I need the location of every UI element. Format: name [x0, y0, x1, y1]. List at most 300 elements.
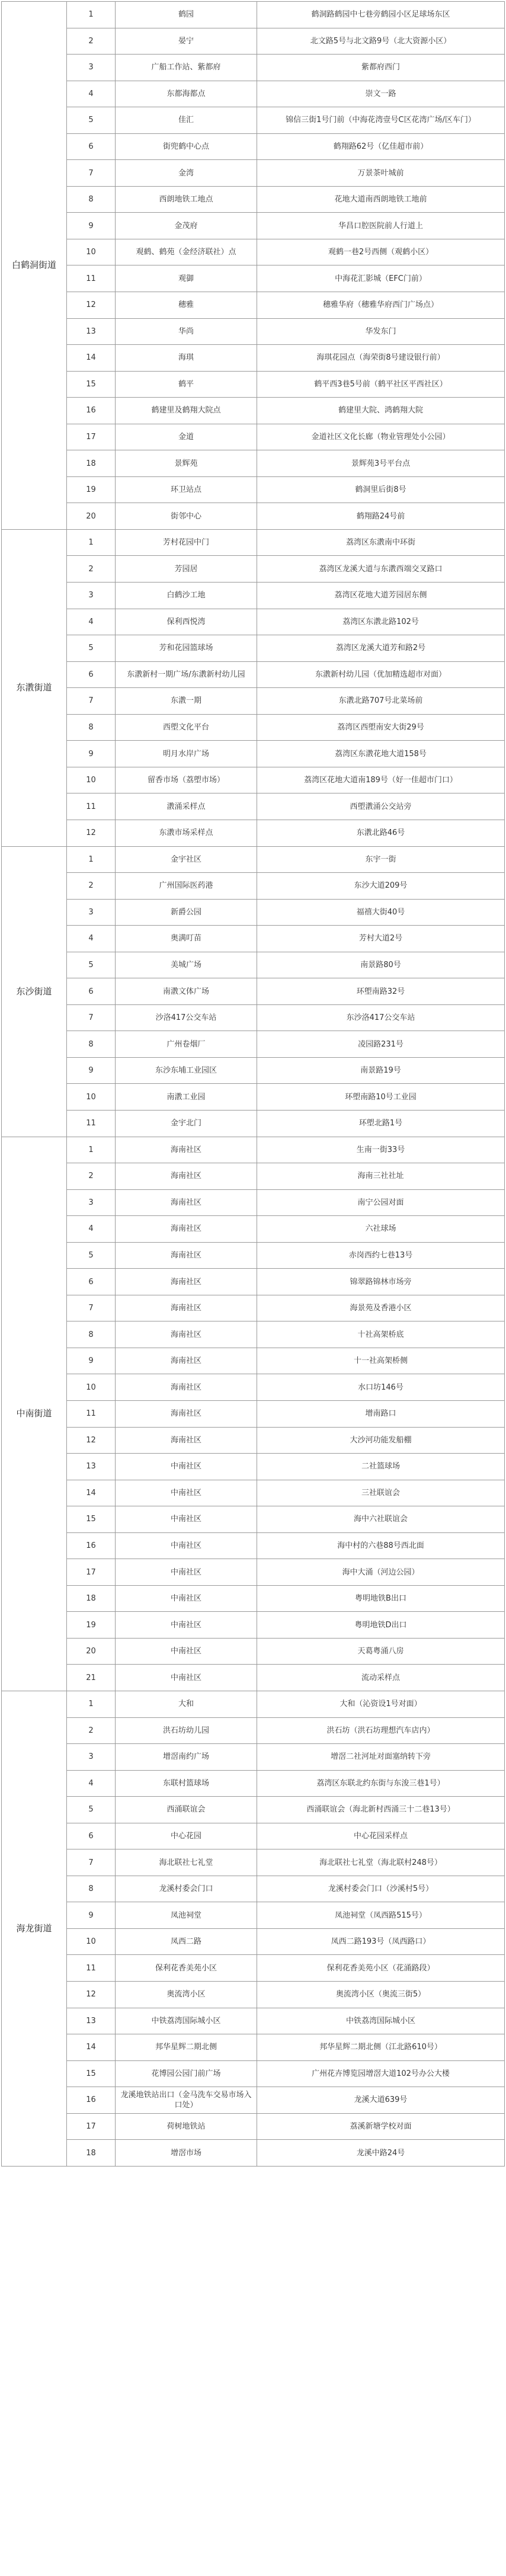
row-number-cell: 9	[67, 1902, 116, 1929]
table-row	[2, 2087, 505, 2114]
site-address-cell: 鹤洞里后街8号	[257, 476, 505, 503]
site-address-cell: 南景路19号	[257, 1057, 505, 1084]
table-row	[2, 688, 505, 715]
row-number-cell: 8	[67, 714, 116, 741]
site-address-cell: 海中大涌（河边公园）	[257, 1559, 505, 1586]
table-row	[2, 1454, 505, 1480]
street-name-cell: 海龙街道	[2, 1691, 67, 2167]
site-name-cell: 邦华星辉二期北侧	[116, 2034, 257, 2061]
row-number-cell: 18	[67, 2140, 116, 2167]
row-number-cell: 10	[67, 1084, 116, 1111]
row-number-cell: 14	[67, 345, 116, 372]
site-name-cell: 景辉苑	[116, 450, 257, 477]
table-row	[2, 2008, 505, 2034]
site-address-cell: 东漖新村幼儿园（优加精选超市对面）	[257, 661, 505, 688]
site-address-cell: 凌园路231号	[257, 1031, 505, 1058]
table-row	[2, 1717, 505, 1744]
site-name-cell: 海南社区	[116, 1163, 257, 1190]
site-address-cell: 二社篮球场	[257, 1454, 505, 1480]
site-name-cell: 金宇北门	[116, 1110, 257, 1137]
table-row	[2, 1559, 505, 1586]
site-address-cell: 荔湾区花地大道芳园居东侧	[257, 583, 505, 609]
row-number-cell: 1	[67, 846, 116, 873]
sampling-sites-table	[1, 1, 505, 2167]
table-row	[2, 1797, 505, 1823]
site-address-cell: 邦华星辉二期北侧（江北路610号）	[257, 2034, 505, 2061]
site-address-cell: 海北联社七礼堂（海北联村248号）	[257, 1849, 505, 1876]
site-name-cell: 晏宁	[116, 28, 257, 55]
table-row	[2, 1031, 505, 1058]
site-address-cell: 景辉苑3号平台点	[257, 450, 505, 477]
table-row	[2, 1163, 505, 1190]
row-number-cell: 13	[67, 2008, 116, 2034]
row-number-cell: 15	[67, 371, 116, 398]
table-row	[2, 1189, 505, 1216]
table-body	[2, 2, 505, 2167]
site-address-cell: 海琪花园点（海荣街8号建设银行前）	[257, 345, 505, 372]
row-number-cell: 16	[67, 1532, 116, 1559]
site-name-cell: 洪石坊幼儿园	[116, 1717, 257, 1744]
site-name-cell: 东联村篮球场	[116, 1770, 257, 1797]
table-row	[2, 556, 505, 583]
row-number-cell: 5	[67, 1797, 116, 1823]
row-number-cell: 5	[67, 107, 116, 134]
site-address-cell: 凤西二路193号（凤西路口）	[257, 1928, 505, 1955]
site-name-cell: 大和	[116, 1691, 257, 1718]
site-name-cell: 明月水岸广场	[116, 741, 257, 767]
site-name-cell: 海南社区	[116, 1137, 257, 1163]
site-name-cell: 华尚	[116, 318, 257, 345]
site-name-cell: 中心花园	[116, 1823, 257, 1849]
site-name-cell: 中铁荔湾国际城小区	[116, 2008, 257, 2034]
site-name-cell: 凤西二路	[116, 1928, 257, 1955]
site-name-cell: 广州卷烟厂	[116, 1031, 257, 1058]
site-address-cell: 万景茶叶城前	[257, 160, 505, 187]
site-name-cell: 广船工作站、紫都府	[116, 55, 257, 81]
site-name-cell: 西塱文化平台	[116, 714, 257, 741]
row-number-cell: 2	[67, 1717, 116, 1744]
row-number-cell: 19	[67, 1612, 116, 1639]
site-address-cell: 流动采样点	[257, 1665, 505, 1691]
row-number-cell: 14	[67, 2034, 116, 2061]
row-number-cell: 4	[67, 1770, 116, 1797]
table-row	[2, 793, 505, 820]
table-row	[2, 186, 505, 213]
site-name-cell: 鹤建里及鹤翔大院点	[116, 398, 257, 424]
table-row	[2, 2, 505, 28]
site-name-cell: 金道	[116, 424, 257, 450]
row-number-cell: 9	[67, 213, 116, 239]
table-row	[2, 292, 505, 319]
site-name-cell: 芳村花园中门	[116, 529, 257, 556]
site-address-cell: 鹤平西3巷5号前（鹤平社区平西社区）	[257, 371, 505, 398]
row-number-cell: 7	[67, 1295, 116, 1321]
row-number-cell: 5	[67, 635, 116, 662]
site-name-cell: 海琪	[116, 345, 257, 372]
row-number-cell: 12	[67, 820, 116, 846]
site-name-cell: 中南社区	[116, 1559, 257, 1586]
site-address-cell: 北文路5号与北文路9号（北大资源小区）	[257, 28, 505, 55]
table-row	[2, 609, 505, 635]
site-name-cell: 东漖新村一期广场/东漖新村幼儿园	[116, 661, 257, 688]
site-address-cell: 花地大道南西朗地铁工地前	[257, 186, 505, 213]
table-row	[2, 1480, 505, 1506]
row-number-cell: 5	[67, 1242, 116, 1269]
row-number-cell: 20	[67, 1638, 116, 1665]
site-name-cell: 东都海都点	[116, 81, 257, 107]
row-number-cell: 6	[67, 1269, 116, 1295]
table-row	[2, 1269, 505, 1295]
site-name-cell: 南漖工业园	[116, 1084, 257, 1111]
table-row	[2, 1348, 505, 1374]
row-number-cell: 3	[67, 899, 116, 926]
site-name-cell: 环卫站点	[116, 476, 257, 503]
site-name-cell: 凤池祠堂	[116, 1902, 257, 1929]
site-name-cell: 保利花香美苑小区	[116, 1955, 257, 1982]
site-address-cell: 东漖北路46号	[257, 820, 505, 846]
table-row	[2, 107, 505, 134]
row-number-cell: 11	[67, 1400, 116, 1427]
site-address-cell: 中海花汇影城（EFC门前）	[257, 265, 505, 292]
row-number-cell: 6	[67, 661, 116, 688]
row-number-cell: 11	[67, 1110, 116, 1137]
table-row	[2, 1004, 505, 1031]
street-name-cell: 东沙街道	[2, 846, 67, 1137]
row-number-cell: 6	[67, 133, 116, 160]
row-number-cell: 18	[67, 450, 116, 477]
site-name-cell: 东漖市场采样点	[116, 820, 257, 846]
row-number-cell: 17	[67, 2113, 116, 2140]
row-number-cell: 15	[67, 2060, 116, 2087]
row-number-cell: 7	[67, 1849, 116, 1876]
site-name-cell: 保利西悦湾	[116, 609, 257, 635]
table-row	[2, 1665, 505, 1691]
table-row	[2, 1374, 505, 1401]
row-number-cell: 8	[67, 1321, 116, 1348]
site-name-cell: 金湾	[116, 160, 257, 187]
row-number-cell: 15	[67, 1506, 116, 1533]
site-name-cell: 街邻中心	[116, 503, 257, 530]
table-row	[2, 767, 505, 793]
site-address-cell: 中铁荔湾国际城小区	[257, 2008, 505, 2034]
site-address-cell: 荔湾区东漖北路102号	[257, 609, 505, 635]
site-name-cell: 龙溪地铁站出口（金马洗车交易市场入口处）	[116, 2087, 257, 2114]
site-name-cell: 观鹤、鹤苑（金经济联社）点	[116, 239, 257, 265]
row-number-cell: 21	[67, 1665, 116, 1691]
table-row	[2, 1427, 505, 1454]
site-address-cell: 西塱漖涌公交站旁	[257, 793, 505, 820]
site-address-cell: 华昌口腔医院前人行道上	[257, 213, 505, 239]
site-address-cell: 天葛粤涌八房	[257, 1638, 505, 1665]
row-number-cell: 2	[67, 28, 116, 55]
row-number-cell: 3	[67, 1744, 116, 1771]
site-address-cell: 荔湾区东漖南中环街	[257, 529, 505, 556]
site-address-cell: 广州花卉博览园增滘大道102号办公大楼	[257, 2060, 505, 2087]
site-name-cell: 街兜鹤中心点	[116, 133, 257, 160]
table-row	[2, 1400, 505, 1427]
site-address-cell: 保利花香美苑小区（花涌路段）	[257, 1955, 505, 1982]
row-number-cell: 3	[67, 55, 116, 81]
site-name-cell: 奥满叮苗	[116, 926, 257, 952]
site-address-cell: 鹤翔路62号（亿佳超市前）	[257, 133, 505, 160]
row-number-cell: 7	[67, 688, 116, 715]
site-name-cell: 西涌联谊会	[116, 1797, 257, 1823]
table-row	[2, 952, 505, 978]
table-row	[2, 1823, 505, 1849]
row-number-cell: 10	[67, 1374, 116, 1401]
table-row	[2, 1321, 505, 1348]
row-number-cell: 19	[67, 476, 116, 503]
site-name-cell: 海南社区	[116, 1269, 257, 1295]
row-number-cell: 14	[67, 1480, 116, 1506]
site-address-cell: 大沙河功能发船棚	[257, 1427, 505, 1454]
row-number-cell: 4	[67, 926, 116, 952]
table-row	[2, 1876, 505, 1902]
table-row	[2, 1216, 505, 1243]
site-address-cell: 荔湾区龙溪大道芳和路2号	[257, 635, 505, 662]
site-name-cell: 中南社区	[116, 1454, 257, 1480]
site-address-cell: 荔湾区西塱南安大街29号	[257, 714, 505, 741]
site-name-cell: 广州国际医药港	[116, 873, 257, 900]
row-number-cell: 7	[67, 1004, 116, 1031]
table-row	[2, 1770, 505, 1797]
site-address-cell: 海景苑及香港小区	[257, 1295, 505, 1321]
site-name-cell: 留香市场（荔塱市场）	[116, 767, 257, 793]
site-name-cell: 海南社区	[116, 1321, 257, 1348]
row-number-cell: 2	[67, 556, 116, 583]
site-name-cell: 佳汇	[116, 107, 257, 134]
site-name-cell: 中南社区	[116, 1480, 257, 1506]
site-address-cell: 荔湾区花地大道南189号（好一佳超市门口）	[257, 767, 505, 793]
row-number-cell: 11	[67, 793, 116, 820]
table-row	[2, 345, 505, 372]
table-row	[2, 1955, 505, 1982]
site-address-cell: 锦翠路锦林市场旁	[257, 1269, 505, 1295]
street-name-cell: 白鹤洞街道	[2, 2, 67, 530]
site-name-cell: 芳和花园篮球场	[116, 635, 257, 662]
row-number-cell: 12	[67, 1427, 116, 1454]
table-row	[2, 661, 505, 688]
site-name-cell: 南漖文体广场	[116, 978, 257, 1005]
table-row	[2, 398, 505, 424]
row-number-cell: 10	[67, 1928, 116, 1955]
row-number-cell: 2	[67, 873, 116, 900]
site-name-cell: 中南社区	[116, 1585, 257, 1612]
street-name-cell: 东漖街道	[2, 529, 67, 846]
row-number-cell: 6	[67, 978, 116, 1005]
site-address-cell: 东宇一街	[257, 846, 505, 873]
table-row	[2, 1506, 505, 1533]
site-name-cell: 西朗地铁工地点	[116, 186, 257, 213]
table-row	[2, 926, 505, 952]
site-address-cell: 十社高架桥底	[257, 1321, 505, 1348]
site-address-cell: 水口坊146号	[257, 1374, 505, 1401]
site-name-cell: 漖涌采样点	[116, 793, 257, 820]
table-row	[2, 28, 505, 55]
table-row	[2, 1928, 505, 1955]
table-row	[2, 529, 505, 556]
site-address-cell: 荔溪新塘学校对面	[257, 2113, 505, 2140]
row-number-cell: 20	[67, 503, 116, 530]
row-number-cell: 16	[67, 2087, 116, 2114]
row-number-cell: 8	[67, 186, 116, 213]
site-name-cell: 海南社区	[116, 1216, 257, 1243]
site-name-cell: 芳园居	[116, 556, 257, 583]
site-address-cell: 奥流湾小区（奥流三街5）	[257, 1982, 505, 2008]
site-address-cell: 凤池祠堂（凤西路515号）	[257, 1902, 505, 1929]
row-number-cell: 3	[67, 583, 116, 609]
table-row	[2, 1110, 505, 1137]
row-number-cell: 17	[67, 1559, 116, 1586]
site-name-cell: 海南社区	[116, 1427, 257, 1454]
street-name-cell: 中南街道	[2, 1137, 67, 1691]
site-name-cell: 中南社区	[116, 1638, 257, 1665]
site-name-cell: 穗雅	[116, 292, 257, 319]
site-name-cell: 白鹤沙工地	[116, 583, 257, 609]
row-number-cell: 8	[67, 1876, 116, 1902]
row-number-cell: 9	[67, 1057, 116, 1084]
site-address-cell: 龙溪村委会门口（沙溪村5号）	[257, 1876, 505, 1902]
row-number-cell: 13	[67, 1454, 116, 1480]
site-address-cell: 荔湾区东联北约东街与东浚三巷1号）	[257, 1770, 505, 1797]
site-name-cell: 海南社区	[116, 1374, 257, 1401]
site-address-cell: 东沙洛417公交车站	[257, 1004, 505, 1031]
site-name-cell: 金宇社区	[116, 846, 257, 873]
site-address-cell: 赤岗西约七巷13号	[257, 1242, 505, 1269]
row-number-cell: 12	[67, 292, 116, 319]
site-address-cell: 龙溪中路24号	[257, 2140, 505, 2167]
site-name-cell: 美城广场	[116, 952, 257, 978]
site-name-cell: 海南社区	[116, 1348, 257, 1374]
site-name-cell: 荷树地铁站	[116, 2113, 257, 2140]
site-address-cell: 粤明地铁B出口	[257, 1585, 505, 1612]
row-number-cell: 17	[67, 424, 116, 450]
table-row	[2, 741, 505, 767]
site-address-cell: 环塱北路1号	[257, 1110, 505, 1137]
site-name-cell: 中南社区	[116, 1665, 257, 1691]
table-row	[2, 55, 505, 81]
site-address-cell: 增南路口	[257, 1400, 505, 1427]
site-name-cell: 增滘南约广场	[116, 1744, 257, 1771]
row-number-cell: 11	[67, 265, 116, 292]
table-row	[2, 160, 505, 187]
site-address-cell: 增滘二社河址对面塞纳转下旁	[257, 1744, 505, 1771]
site-address-cell: 南景路80号	[257, 952, 505, 978]
site-name-cell: 海北联社七礼堂	[116, 1849, 257, 1876]
site-address-cell: 大和（沁资设1号对面）	[257, 1691, 505, 1718]
table-row	[2, 213, 505, 239]
site-name-cell: 花博园公园门前广场	[116, 2060, 257, 2087]
table-row	[2, 265, 505, 292]
row-number-cell: 9	[67, 1348, 116, 1374]
site-name-cell: 海南社区	[116, 1189, 257, 1216]
table-row	[2, 1295, 505, 1321]
site-address-cell: 福禧大街40号	[257, 899, 505, 926]
table-row	[2, 2034, 505, 2061]
row-number-cell: 1	[67, 2, 116, 28]
site-address-cell: 中心花园采样点	[257, 1823, 505, 1849]
site-address-cell: 十一社高架桥侧	[257, 1348, 505, 1374]
table-row	[2, 714, 505, 741]
site-name-cell: 金茂府	[116, 213, 257, 239]
row-number-cell: 4	[67, 81, 116, 107]
table-row	[2, 1744, 505, 1771]
table-row	[2, 635, 505, 662]
table-row	[2, 1612, 505, 1639]
site-address-cell: 荔湾区东漖花地大道158号	[257, 741, 505, 767]
site-address-cell: 六社球场	[257, 1216, 505, 1243]
site-name-cell: 东漖一期	[116, 688, 257, 715]
site-address-cell: 东漖北路707号北菜场前	[257, 688, 505, 715]
table-row	[2, 1902, 505, 1929]
site-address-cell: 环塱南路32号	[257, 978, 505, 1005]
site-name-cell: 海南社区	[116, 1295, 257, 1321]
row-number-cell: 9	[67, 741, 116, 767]
table-row	[2, 1585, 505, 1612]
site-name-cell: 中南社区	[116, 1612, 257, 1639]
site-address-cell: 西涌联谊会（海北新村西涌三十二巷13号）	[257, 1797, 505, 1823]
table-row	[2, 1982, 505, 2008]
site-address-cell: 鹤翔路24号前	[257, 503, 505, 530]
table-row	[2, 846, 505, 873]
table-row	[2, 1242, 505, 1269]
site-name-cell: 海南社区	[116, 1400, 257, 1427]
table-row	[2, 239, 505, 265]
table-row	[2, 476, 505, 503]
site-address-cell: 海中六社联谊会	[257, 1506, 505, 1533]
site-address-cell: 金道社区文化长廊（物业管理处小公园）	[257, 424, 505, 450]
row-number-cell: 8	[67, 1031, 116, 1058]
site-address-cell: 东沙大道209号	[257, 873, 505, 900]
table-row	[2, 371, 505, 398]
table-row	[2, 318, 505, 345]
site-name-cell: 中南社区	[116, 1532, 257, 1559]
site-name-cell: 观御	[116, 265, 257, 292]
site-name-cell: 东沙东埔工业园区	[116, 1057, 257, 1084]
row-number-cell: 10	[67, 767, 116, 793]
site-address-cell: 环塱南路10号工业园	[257, 1084, 505, 1111]
site-address-cell: 紫都府西门	[257, 55, 505, 81]
row-number-cell: 6	[67, 1823, 116, 1849]
table-row	[2, 2113, 505, 2140]
site-address-cell: 粤明地铁D出口	[257, 1612, 505, 1639]
site-address-cell: 荔湾区龙溪大道与东漖西端交叉路口	[257, 556, 505, 583]
site-address-cell: 华发东门	[257, 318, 505, 345]
site-address-cell: 锦信三街1号门前（中海花湾壹号C区花湾广场/区车门）	[257, 107, 505, 134]
site-address-cell: 崇文一路	[257, 81, 505, 107]
table-row	[2, 1691, 505, 1718]
table-row	[2, 133, 505, 160]
site-address-cell: 洪石坊（洪石坊理想汽车店内）	[257, 1717, 505, 1744]
table-row	[2, 978, 505, 1005]
table-row	[2, 503, 505, 530]
table-row	[2, 583, 505, 609]
table-row	[2, 899, 505, 926]
site-address-cell: 海南三社社址	[257, 1163, 505, 1190]
site-address-cell: 海中村的六巷88号西北面	[257, 1532, 505, 1559]
row-number-cell: 13	[67, 318, 116, 345]
table-row	[2, 1084, 505, 1111]
row-number-cell: 12	[67, 1982, 116, 2008]
table-row	[2, 873, 505, 900]
table-row	[2, 1849, 505, 1876]
table-row	[2, 81, 505, 107]
site-address-cell: 穗雅华府（穗雅华府西门广场点）	[257, 292, 505, 319]
table-row	[2, 820, 505, 846]
site-name-cell: 龙溪村委会门口	[116, 1876, 257, 1902]
site-address-cell: 观鹤一巷2号西侧（观鹤小区）	[257, 239, 505, 265]
site-name-cell: 中南社区	[116, 1506, 257, 1533]
